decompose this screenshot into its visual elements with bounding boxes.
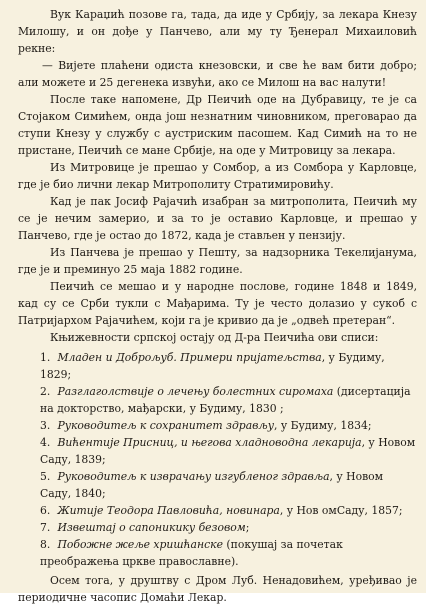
list-item	[40, 434, 417, 468]
list-number: 4.	[40, 436, 51, 449]
work-details: , у Нов омСаду, 1857;	[279, 504, 403, 517]
work-title: Побожне жеље хришћанске	[57, 538, 223, 551]
paragraph-mitrovica: Из Митровице је прешао у Сомбор, а из Сомбора у Карловце, где је био лични лекар Митрополиту Стратимировићу.	[18, 161, 417, 191]
work-details: , у Новом Саду, 1839;	[40, 436, 416, 466]
work-title: Руководитељ к изврачању изгубленог здравља	[57, 470, 330, 483]
list-number: 7.	[40, 521, 51, 534]
work-details: ;	[245, 521, 250, 534]
list-item	[40, 536, 417, 570]
list-item	[40, 468, 417, 502]
quote-paragraph: — Вијете плаћени одиста кнезовски, и све ће вам бити добро; али можете и 25 дегенека извући, ако се Милош на вас налути!	[18, 59, 417, 89]
works-list	[40, 349, 417, 570]
work-details: , у Новом Саду, 1840;	[40, 470, 384, 500]
list-number: 6.	[40, 504, 51, 517]
work-title: Разглаголствије о лечењу болестних сиромаха	[57, 385, 334, 398]
work-title: Извештај о сапоникику безовом	[57, 521, 246, 534]
list-number: 8.	[40, 538, 51, 551]
list-item	[40, 417, 417, 434]
list-item	[40, 519, 417, 536]
list-item	[40, 383, 417, 417]
work-title: Руководитељ к сохранитет здрављу	[57, 419, 274, 432]
work-details: , у Будиму, 1834;	[273, 419, 372, 432]
list-number: 2.	[40, 385, 51, 398]
work-details: , у Будиму, 1829;	[40, 351, 385, 381]
work-title: Младен и Доброљуб. Примери пријатељства	[57, 351, 322, 364]
closing-paragraph: Осем тога, у друштву с Дром Луб. Ненадовићем, уређивао је периодичне часопис Домаћи Лекар.	[18, 574, 417, 604]
work-details: (покушај за почетак преображења цркве православне).	[40, 538, 343, 568]
list-number: 5.	[40, 470, 51, 483]
paragraph-1848: Пеичић се мешао и у народне послове, године 1848 и 1849, кад су се Срби тукли с Мађарима. Ту је често долазио у сукоб с Патријархом Рајачићем, који га је кривио да је „одвећ претеран“.	[18, 280, 417, 327]
work-title: Вићентије Присниц, и његова хладноводна лекарија	[57, 436, 362, 449]
list-number: 1.	[40, 351, 51, 364]
work-title: Житије Теодора Павловића, новинара	[57, 504, 280, 517]
paragraph-works-intro: Књижевности српској остају од Д-ра Пеичића ови списи:	[50, 331, 379, 344]
paragraph-vuk: Вук Караџић позове га, тада, да иде у Србију, за лекара Кнезу Милошу, и он дође у Панчево, али му ту Ђенерал Михаиловић рекне:	[18, 8, 417, 55]
list-item	[40, 502, 417, 519]
paragraph-pesta: Из Панчева је прешао у Пешту, за надзорника Текелијанума, где је и преминуо 25 маја 1882 године.	[18, 246, 417, 276]
paragraph-rajacic: Кад је пак Јосиф Рајачић изабран за митрополита, Пеичић му се је нечим замерио, и за то је оставио Карловце, и прешао у Панчево, где је остао до 1872, када је стављен у пензију.	[18, 195, 417, 242]
paragraph-after-warning: После таке напомене, Др Пеичић оде на Дубравицу, те је са Стојаком Симићем, онда још незнатним чиновником, преговарао да ступи Кнезу у службу с аустриским пасошем. Кад Симић на то не пристане, Пеичић се мане Србије, на оде у Митровицу за лекара.	[18, 93, 417, 157]
list-number: 3.	[40, 419, 51, 432]
work-details: (дисертација на докторство, мађарски, у Будиму, 1830 ;	[40, 385, 411, 415]
list-item	[40, 349, 417, 383]
